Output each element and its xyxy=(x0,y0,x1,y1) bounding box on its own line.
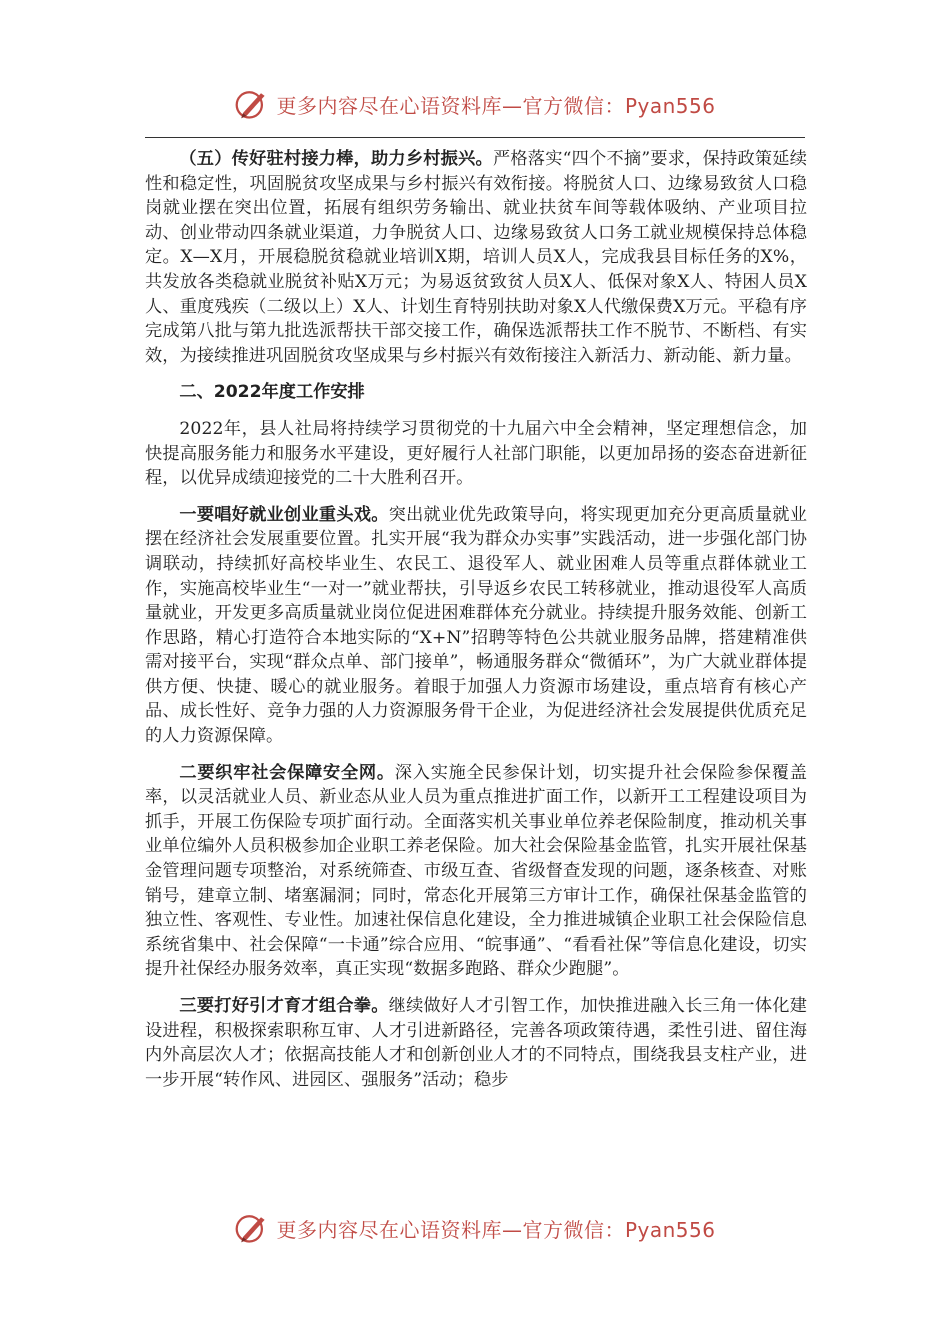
paragraph-5-village-revitalization xyxy=(145,147,807,368)
paragraph-employment xyxy=(145,503,807,749)
paragraph-lead: 二要织牢社会保障安全网。 xyxy=(179,762,395,783)
paragraph-lead: （五）传好驻村接力棒，助力乡村振兴。 xyxy=(179,149,493,169)
paragraph-social-security xyxy=(145,761,807,982)
watermark-text: 更多内容尽在心语资料库—官方微信：Pyan556 xyxy=(276,93,716,118)
paragraph-text: 突出就业优先政策导向，将实现更加充分更高质量就业摆在经济社会发展重要位置。扎实开展“我为群众办实事”实践活动，进一步强化部门协调联动，持续抓好高校毕业生、农民工、退役军人、就业困难人员等重点群体就业工作，实施高校毕业生“一对一”就业帮扶，引导返乡农民工转移就业，推动退役军人高质量就业，开发更多高质量就业岗位促进困难群体充分就业。持续提升服务效能、创新工作思路，精心打造符合本地实际的“X+N”招聘等特色公共就业服务品牌，搭建精准供需对接平台，实现“群众点单、部门接单”，畅通服务群众“微循环”，为广大就业群体提供方便、快捷、暖心的就业服务。着眼于加强人力资源市场建设，重点培育有核心产品、成长性好、竞争力强的人力资源服务骨干企业，为促进经济社会发展提供优质充足的人力资源保障。 xyxy=(145,504,808,747)
paragraph-talent xyxy=(145,994,807,1092)
paragraph-text: 继续做好人才引智工作，加快推进融入长三角一体化建设进程，积极探索职称互审、人才引进新路径，完善各项政策待遇，柔性引进、留住海内外高层次人才；依据高技能人才和创新创业人才的不同特点，围绕我县支柱产业，进一步开展“转作风、进园区、强服务”活动；稳步 xyxy=(145,996,808,1090)
watermark-footer xyxy=(0,1206,950,1250)
document-body xyxy=(145,147,807,1092)
watermark-header xyxy=(0,82,950,126)
section-heading-2022-plan: 二、2022年度工作安排 xyxy=(179,382,365,403)
paragraph-text: 严格落实“四个不摘”要求，保持政策延续性和稳定性，巩固脱贫攻坚成果与乡村振兴有效衔接。将脱贫人口、边缘易致贫人口稳岗就业摆在突出位置，拓展有组织劳务输出、就业扶贫车间等载体吸纳、产业项目拉动、创业带动四条就业渠道，力争脱贫人口、边缘易致贫人口务工就业规模保持总体稳定。X—X月，开展稳脱贫稳就业培训X期，培训人员X人，完成我县目标任务的X%，共发放各类稳就业脱贫补贴X万元；为易返贫致贫人员X人、低保对象X人、特困人员X人、重度残疾（二级以上）X人、计划生育特别扶助对象X人代缴保费X万元。平稳有序完成第八批与第九批选派帮扶干部交接工作，确保选派帮扶工作不脱节、不断档、有实效，为接续推进巩固脱贫攻坚成果与乡村振兴有效衔接注入新活力、新动能、新力量。 xyxy=(145,149,807,366)
pen-logo-icon xyxy=(234,86,270,122)
pen-logo-icon xyxy=(234,1210,270,1246)
paragraph-text: 深入实施全民参保计划，切实提升社会保险参保覆盖率，以灵活就业人员、新业态从业人员为重点推进扩面工作，以新开工工程建设项目为抓手，开展工伤保险专项扩面行动。全面落实机关事业单位养老保险制度，推动机关事业单位编外人员积极参加企业职工养老保险。加大社会保险基金监管，扎实开展社保基金管理问题专项整治，对系统筛查、市级互查、省级督查发现的问题，逐条核查、对账销号，建章立制、堵塞漏洞；同时，常态化开展第三方审计工作，确保社保基金监管的独立性、客观性、专业性。加速社保信息化建设，全力推进城镇企业职工社会保险信息系统省集中、社会保障“一卡通”综合应用、“皖事通”、“看看社保”等信息化建设，切实提升社保经办服务效率，真正实现“数据多跑路、群众少跑腿”。 xyxy=(145,762,807,980)
paragraph-lead: 一要唱好就业创业重头戏。 xyxy=(179,504,389,525)
paragraph-lead: 三要打好引才育才组合拳。 xyxy=(179,996,389,1016)
watermark-text: 更多内容尽在心语资料库—官方微信：Pyan556 xyxy=(276,1217,716,1242)
paragraph-text: 2022年，县人社局将持续学习贯彻党的十九届六中全会精神，坚定理想信念，加快提高服务能力和服务水平建设，更好履行人社部门职能，以更加昂扬的姿态奋进新征程，以优异成绩迎接党的二十大胜利召开。 xyxy=(145,418,807,489)
paragraph-2022-intro xyxy=(145,417,807,491)
header-divider xyxy=(145,137,805,138)
